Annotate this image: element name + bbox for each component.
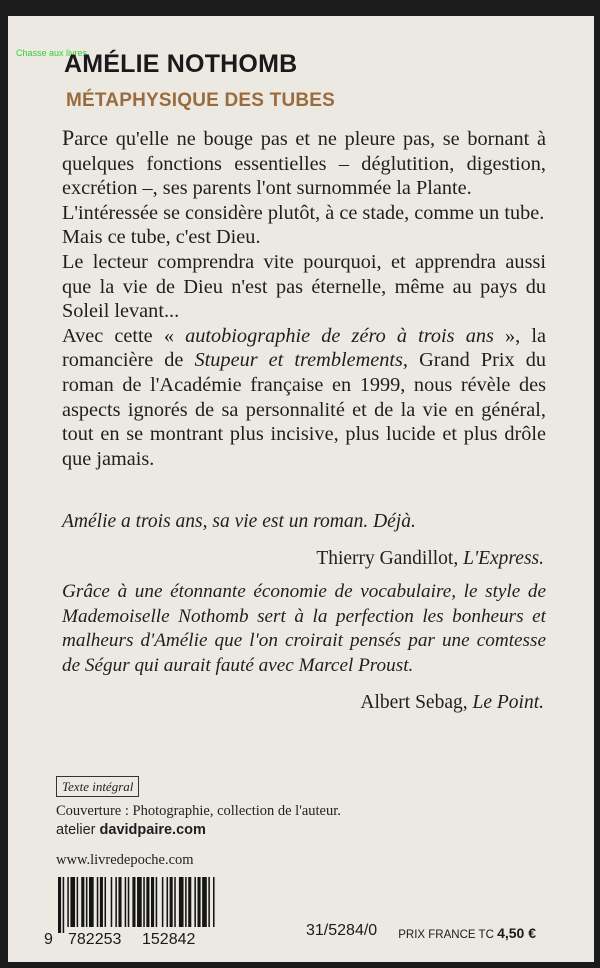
blurb-paragraph: Le lecteur comprendra vite pourquoi, et apprendra aussi que la vie de Dieu n'est pas éternelle, même au pays du Soleil levant... <box>62 250 546 323</box>
book-title: MÉTAPHYSIQUE DES TUBES <box>66 90 336 111</box>
designer-credit: atelier davidpaire.com <box>56 822 206 838</box>
texte-integral-label: Texte intégral <box>56 776 139 797</box>
catalog-code: 31/5284/0 <box>306 922 378 939</box>
italic-phrase: autobiographie de zéro à trois ans <box>185 324 494 347</box>
blurb-paragraph: Avec cette « autobiographie de zéro à trois ans », la romancière de Stupeur et tremblements, Grand Prix du roman de l'Académie française en 1999, nous révèle des aspects ignorés de sa personnalité et de la vie en général, tout en se montrant plus incisive, plus lucide et plus drôle que jamais. <box>62 324 546 470</box>
author-name: AMÉLIE NOTHOMB <box>64 50 298 78</box>
barcode-bars <box>44 877 216 933</box>
designer-name: davidpaire.com <box>99 822 206 838</box>
blurb-paragraph: Mais ce tube, c'est Dieu. <box>62 226 261 249</box>
isbn-digit-group: 782253 <box>68 931 122 948</box>
price: PRIX FRANCE TC 4,50 € <box>398 925 536 941</box>
isbn-barcode <box>44 877 216 953</box>
isbn-digit-group: 9 <box>44 931 53 948</box>
isbn-digit-group: 152842 <box>142 931 196 948</box>
price-value: 4,50 € <box>497 925 536 941</box>
blurb-paragraph: Parce qu'elle ne bouge pas et ne pleure pas, se bornant à quelques fonctions essentielles – déglutition, digestion, excrétion –, ses parents l'ont surnommée la Plante. <box>62 125 546 200</box>
cover-credit: Couverture : Photographie, collection de l'auteur. <box>56 803 341 819</box>
publisher-website: www.livredepoche.com <box>56 852 194 868</box>
review-source: Le Point. <box>472 692 544 713</box>
blurb <box>62 126 546 471</box>
review-quote: Grâce à une étonnante économie de vocabulaire, le style de Mademoiselle Nothomb sert à la perfection les bonheurs et malheurs d'Amélie que l'on croirait pensés par une comtesse de Ségur qui aurait fauté avec Marcel Proust. <box>62 581 546 676</box>
review-source: L'Express. <box>463 548 544 569</box>
review-attribution: Thierry Gandillot, L'Express. <box>316 548 544 569</box>
blurb-paragraph: L'intéressée se considère plutôt, à ce stade, comme un tube. <box>62 201 545 224</box>
watermark: Chasse aux livres <box>16 48 88 58</box>
review-quote: Amélie a trois ans, sa vie est un roman. Déjà. <box>62 511 416 532</box>
review-attribution: Albert Sebag, Le Point. <box>360 692 544 713</box>
italic-book-title: Stupeur et tremblements <box>194 349 403 372</box>
